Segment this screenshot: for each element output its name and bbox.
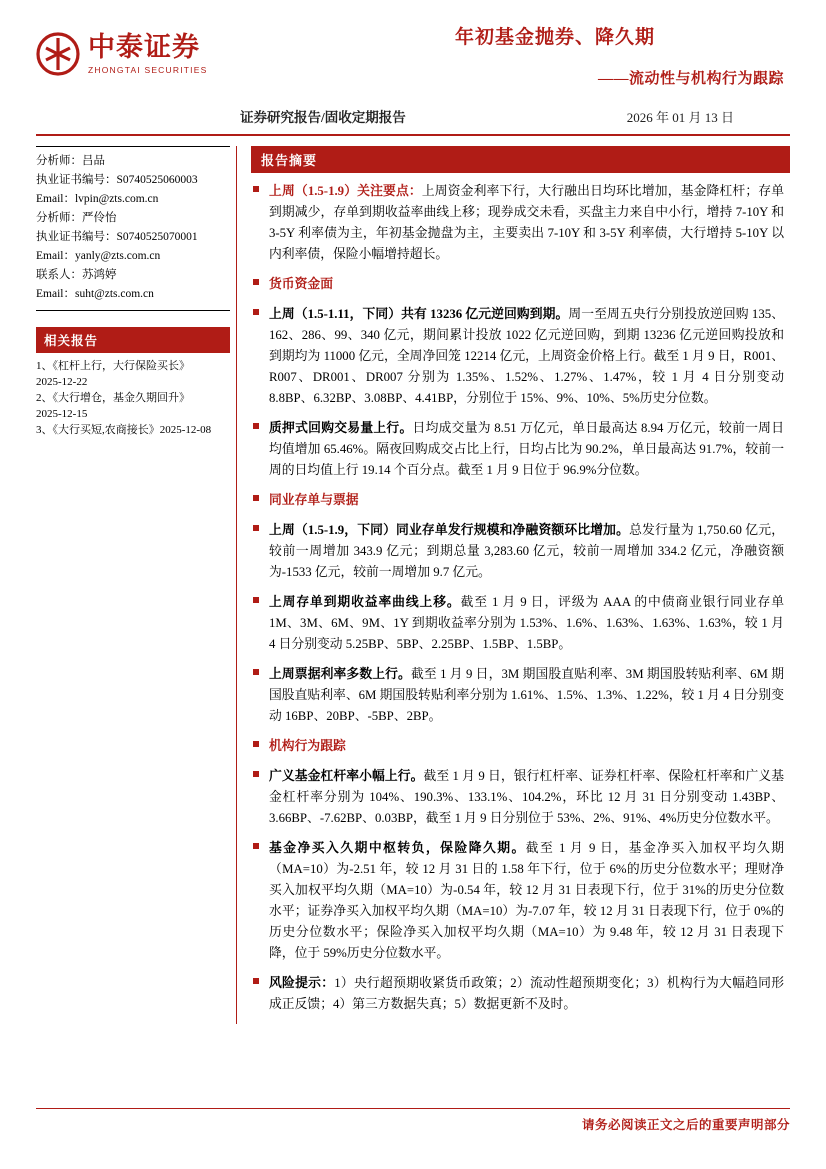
bullet-body: 日均成交量为 8.51 万亿元，单日最高达 8.94 万亿元，较前一周日均值增加 65.46%。隔夜回购成交占比上行，日均占比为 90.2%，单日最高达 91.7%，较前一周的日均值上行 19.14 个百分点。截至 1 月 9 日位于 96.9%分位数。 (269, 421, 785, 477)
summary-bullet (253, 490, 784, 511)
bullet-square-icon (253, 736, 269, 747)
page-body (0, 146, 826, 1024)
logo-text-zh: 中泰证券 (88, 32, 200, 63)
summary-bullet (253, 181, 784, 265)
analyst-email-1: Email：lvpin@zts.com.cn (36, 193, 159, 205)
bullet-lead: 货币资金面 (269, 277, 333, 291)
bullet-lead: 基金净买入久期中枢转负，保险降久期。 (269, 841, 526, 855)
bullet-body: 周一至周五央行分别投放逆回购 135、162、286、99、340 亿元，期间累计投放 1022 亿元逆回购，到期 13236 亿元逆回购投放和到期均为 11000 亿元，全周净回笼 12214 亿元，上周资金价格上行。截至 1 月 9 日，R001、R007、DR001、DR007 分别为 1.35%、1.52%、1.27%、1.47%，较 1 月 4 日分别变动 8.8BP、6.32BP、3.08BP、4.41BP，分别位于 15%、9%、10%、5%历史分位数。 (269, 307, 784, 405)
analyst-name-2: 分析师：严伶怡 (36, 212, 117, 224)
bullet-square-icon (253, 664, 269, 675)
bullet-square-icon (253, 973, 269, 984)
bullet-text (269, 592, 784, 655)
bullet-text (269, 838, 784, 964)
bullet-text (269, 766, 784, 829)
bullet-text (269, 304, 784, 409)
footer-disclaimer: 请务必阅读正文之后的重要声明部分 (581, 1118, 790, 1132)
bullet-text (269, 274, 784, 295)
bullet-text (269, 418, 784, 481)
page-subtitle: ——流动性与机构行为跟踪 (597, 71, 784, 87)
report-date: 2026 年 01 月 13 日 (626, 109, 734, 125)
bullet-lead: 机构行为跟踪 (269, 739, 346, 753)
zhongtai-logo-icon (36, 32, 80, 76)
page-header (0, 0, 826, 92)
analyst-block (36, 146, 230, 311)
summary-heading: 报告摘要 (251, 146, 790, 173)
sidebar (36, 146, 236, 1024)
summary-bullet (253, 418, 784, 481)
bullet-body: 1）央行超预期收紧货币政策；2）流动性超预期变化；3）机构行为大幅趋同形成正反馈；4）第三方数据失真；5）数据更新不及时。 (269, 976, 785, 1011)
report-type-bar (36, 106, 790, 136)
analyst-email-2: Email：yanly@zts.com.cn (36, 250, 161, 262)
summary-bullets (251, 181, 790, 1015)
list-item[interactable]: 2、《大行增仓，基金久期回升》 (36, 392, 190, 404)
bullet-text (269, 973, 784, 1015)
bullet-text (269, 520, 784, 583)
report-type-label: 证券研究报告/固收定期报告 (240, 110, 406, 125)
page-footer (36, 1108, 790, 1133)
bullet-lead: 同业存单与票据 (269, 493, 359, 507)
list-item: 2025-12-15 (36, 408, 88, 420)
analyst-name-1: 分析师：吕品 (36, 155, 105, 167)
company-logo (36, 22, 286, 76)
summary-bullet (253, 592, 784, 655)
bullet-square-icon (253, 418, 269, 429)
bullet-lead: 上周（1.5-1.11，下同）共有 13236 亿元逆回购到期。 (269, 307, 569, 321)
bullet-body: 总发行量为 1,750.60 亿元，较前一周增加 343.9 亿元；到期总量 3,283.60 亿元，较前一周增加 334.2 亿元，净融资额为-1533 亿元，较前一周增加 9.7 亿元。 (269, 523, 784, 579)
bullet-text (269, 664, 784, 727)
summary-bullet (253, 736, 784, 757)
logo-text-en: ZHONGTAI SECURITIES (88, 64, 208, 75)
bullet-lead: 上周（1.5-1.9）关注要点： (269, 184, 422, 198)
bullet-text (269, 736, 784, 757)
bullet-body: 截至 1 月 9 日，基金净买入加权平均久期（MA=10）为-2.51 年，较 12 月 31 日的 1.58 年下行，位于 6%的历史分位数水平；理财净买入加权平均久期（MA=10）为-0.54 年，较 12 月 31 日表现下行，位于 31%的历史分位数水平；证券净买入加权平均久期（MA=10）为-7.07 年，较 12 月 31 日表现下行，位于 0%的历史分位数水平；保险净买入加权平均久期（MA=10）为 9.48 年，较 12 月 31 日表现下降，位于 59%历史分位数水平。 (269, 841, 785, 960)
bullet-square-icon (253, 304, 269, 315)
bullet-square-icon (253, 520, 269, 531)
bullet-body: 上周资金利率下行，大行融出日均环比增加，基金降杠杆；存单到期减少，存单到期收益率曲线上移；现券成交未看，买盘主力来自中小行，增持 7-10Y 和 3-5Y 利率债为主，年初基金抛盘为主，主要卖出 7-10Y 和 3-5Y 利率债，大行增持 5-10Y 以内利率债，保险小幅增持超长。 (269, 184, 785, 261)
analyst-cert-1: 执业证书编号：S0740525060003 (36, 174, 198, 186)
page-title: 年初基金抛券、降久期 (454, 27, 655, 48)
bullet-square-icon (253, 490, 269, 501)
bullet-square-icon (253, 181, 269, 192)
summary-bullet (253, 520, 784, 583)
contact-name: 联系人：苏鸿婷 (36, 269, 117, 281)
bullet-square-icon (253, 592, 269, 603)
bullet-lead: 质押式回购交易量上行。 (269, 421, 413, 435)
bullet-square-icon (253, 838, 269, 849)
analyst-cert-2: 执业证书编号：S0740525070001 (36, 231, 198, 243)
list-item[interactable]: 3、《大行买短,农商接长》2025-12-08 (36, 424, 212, 436)
main-content (236, 146, 790, 1024)
summary-bullet (253, 274, 784, 295)
bullet-square-icon (253, 766, 269, 777)
footer-divider (36, 1108, 790, 1109)
header-titles (286, 22, 790, 88)
bullet-body: 截至 1 月 9 日，3M 期国股直贴利率、3M 期国股转贴利率、6M 期国股直贴利率、6M 期国股转贴利率分别为 1.61%、1.5%、1.3%、1.22%，较 1 月 4 日分别变动 16BP、20BP、-5BP、2BP。 (269, 667, 785, 723)
bullet-body: 截至 1 月 9 日，银行杠杆率、证券杠杆率、保险杠杆率和广义基金杠杆率分别为 104%、190.3%、133.1%、104.2%，环比 12 月 31 日分别变动 1.43BP、3.66BP、-7.62BP、0.03BP，截至 1 月 9 日分别位于 53%、2%、91%、4%历史分位数水平。 (269, 769, 785, 825)
contact-email: Email：suht@zts.com.cn (36, 288, 154, 300)
summary-bullet (253, 766, 784, 829)
bullet-body: 截至 1 月 9 日，评级为 AAA 的中债商业银行同业存单 1M、3M、6M、9M、1Y 到期收益率分别为 1.53%、1.6%、1.63%、1.63%、1.63%，较 1 月 4 日分别变动 5.25BP、5BP、2.25BP、1.5BP、1.5BP。 (269, 595, 785, 651)
bullet-text (269, 181, 784, 265)
bullet-lead: 广义基金杠杆率小幅上行。 (269, 769, 424, 783)
list-item[interactable]: 1、《杠杆上行，大行保险买长》 (36, 360, 190, 372)
bullet-lead: 上周（1.5-1.9，下同）同业存单发行规模和净融资额环比增加。 (269, 523, 630, 537)
summary-bullet (253, 973, 784, 1015)
list-item: 2025-12-22 (36, 376, 88, 388)
bullet-lead: 上周票据利率多数上行。 (269, 667, 411, 681)
summary-bullet (253, 304, 784, 409)
bullet-lead: 上周存单到期收益率曲线上移。 (269, 595, 461, 609)
summary-bullet (253, 664, 784, 727)
related-reports-heading: 相关报告 (36, 327, 230, 353)
bullet-lead: 风险提示： (269, 976, 335, 990)
bullet-text (269, 490, 784, 511)
related-reports-list (36, 358, 230, 438)
bullet-square-icon (253, 274, 269, 285)
summary-bullet (253, 838, 784, 964)
